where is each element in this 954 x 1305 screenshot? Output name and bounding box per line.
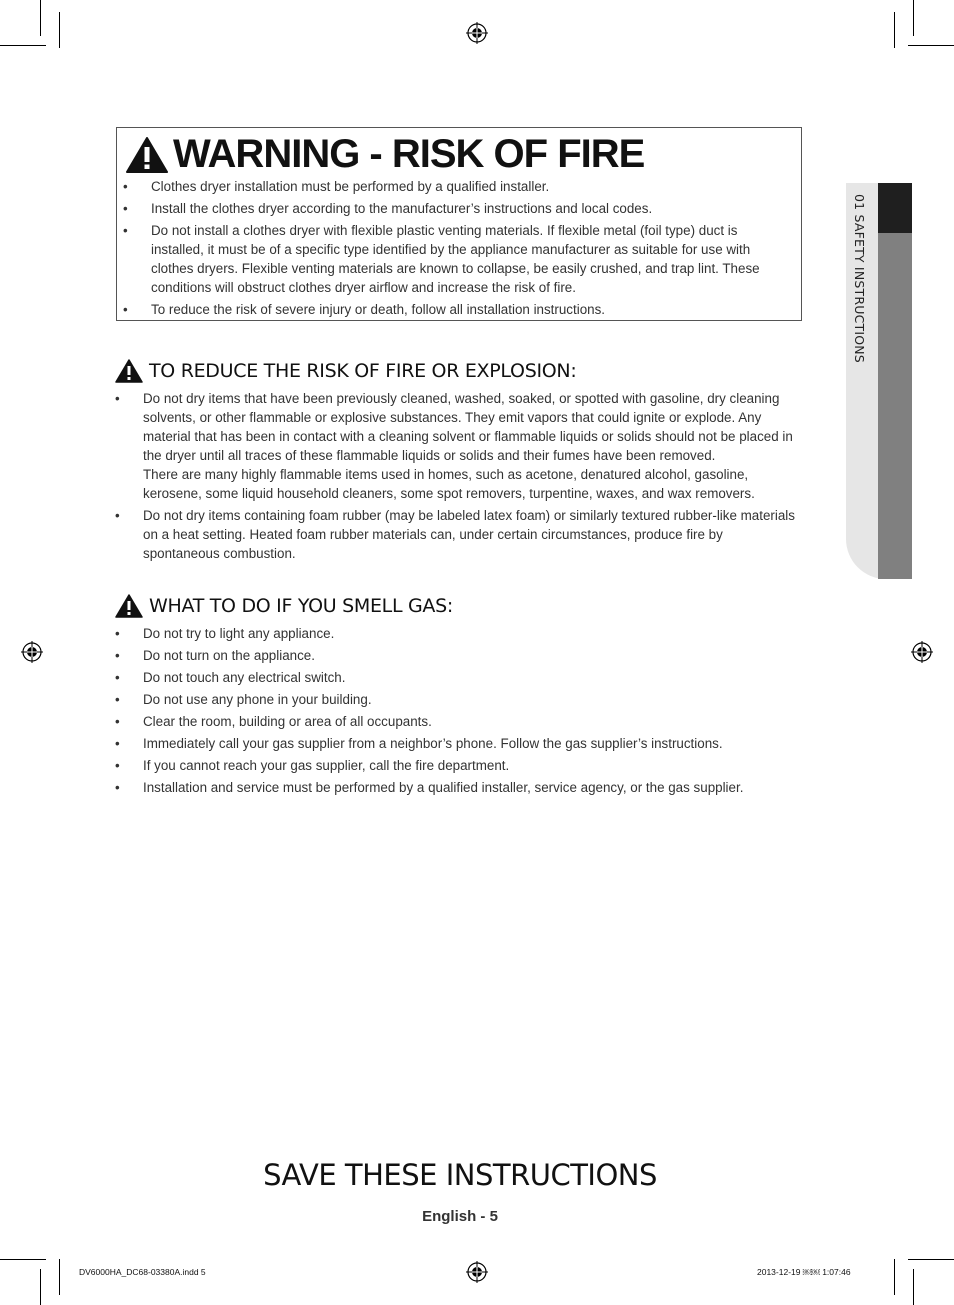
- crop-mark: [0, 45, 46, 46]
- side-tab-label: 01 SAFETY INSTRUCTIONS: [852, 194, 867, 363]
- crop-mark: [40, 1269, 41, 1305]
- list-item: • If you cannot reach your gas supplier, call the fire department.: [115, 758, 510, 773]
- crop-mark: [908, 1259, 954, 1260]
- section-heading-text: TO REDUCE THE RISK OF FIRE OR EXPLOSION:: [149, 360, 577, 382]
- gas-list: [115, 624, 803, 800]
- crop-mark: [908, 45, 954, 46]
- section-heading-text: WHAT TO DO IF YOU SMELL GAS:: [149, 595, 453, 617]
- fire-list: [115, 389, 803, 566]
- list-item: • Do not try to light any appliance.: [115, 626, 335, 641]
- crop-mark: [913, 1269, 914, 1305]
- side-tab-marker: [878, 183, 912, 233]
- warning-triangle-icon: [115, 359, 143, 383]
- list-item: • Do not turn on the appliance.: [115, 648, 315, 663]
- warning-triangle-icon: [125, 136, 169, 174]
- side-tab-bar: [878, 233, 912, 579]
- registration-mark-icon: [466, 1261, 488, 1283]
- crop-mark: [59, 1259, 60, 1295]
- registration-mark-icon: [21, 641, 43, 663]
- list-item: • Installation and service must be performed by a qualified installer, service agency, or the gas supplier.: [115, 780, 744, 795]
- list-item: • Do not dry items containing foam rubber (may be labeled latex foam) or similarly textured rubber-like materials on a heat setting. Heated foam rubber materials can, under certain circumstances, produce fire by spontaneous combustion.: [115, 508, 795, 561]
- section-heading-gas: [115, 594, 453, 618]
- list-item: • Do not use any phone in your building.: [115, 692, 372, 707]
- list-item: • Immediately call your gas supplier from a neighbor’s phone. Follow the gas supplier’s instructions.: [115, 736, 723, 751]
- warning-list: [123, 177, 781, 322]
- list-item: • Do not dry items that have been previously cleaned, washed, soaked, or spotted with gasoline, dry cleaning solvents, or other flammable or explosive substances. They emit vapors that could ignite or explode. Any material that has been in contact with a cleaning solvent or flammable liquids or solids should not be placed in the dryer until all traces of these flammable liquids or solids and their fumes have been removed. There are many highly flammable items used in homes, such as acetone, denatured alcohol, gasoline, kerosene, some liquid household cleaners, some spot removers, turpentine, waxes, and wax removers.: [115, 391, 793, 501]
- crop-mark: [0, 1259, 46, 1260]
- crop-mark: [894, 12, 895, 48]
- date-slug: 2013-12-19 ￼￼ 1:07:46: [757, 1267, 851, 1277]
- warning-box: [116, 127, 802, 321]
- registration-mark-icon: [911, 641, 933, 663]
- save-instructions-heading: SAVE THESE INSTRUCTIONS: [263, 1158, 657, 1192]
- warning-triangle-icon: [115, 594, 143, 618]
- list-item: • Install the clothes dryer according to the manufacturer’s instructions and local codes.: [123, 201, 653, 216]
- crop-mark: [894, 1259, 895, 1295]
- list-item: • Do not install a clothes dryer with flexible plastic venting materials. If flexible metal (foil type) duct is installed, it must be of a specific type identified by the appliance manufacturer as suitable for use with clothes dryers. Flexible venting materials are known to collapse, be easily crushed, and trap lint. These conditions will obstruct clothes dryer airflow and increase the risk of fire.: [123, 223, 760, 295]
- crop-mark: [913, 0, 914, 36]
- crop-mark: [59, 12, 60, 48]
- crop-mark: [40, 0, 41, 36]
- list-item: • To reduce the risk of severe injury or death, follow all installation instructions.: [123, 302, 606, 317]
- list-item: • Do not touch any electrical switch.: [115, 670, 346, 685]
- list-item: • Clear the room, building or area of all occupants.: [115, 714, 432, 729]
- section-heading-fire: [115, 359, 576, 383]
- warning-title-text: WARNING - RISK OF FIRE: [173, 132, 645, 176]
- registration-mark-icon: [466, 22, 488, 44]
- warning-title: [125, 132, 644, 177]
- file-slug: DV6000HA_DC68-03380A.indd 5: [79, 1267, 206, 1277]
- list-item: • Clothes dryer installation must be performed by a qualified installer.: [123, 179, 550, 194]
- page-number: English - 5: [422, 1208, 498, 1225]
